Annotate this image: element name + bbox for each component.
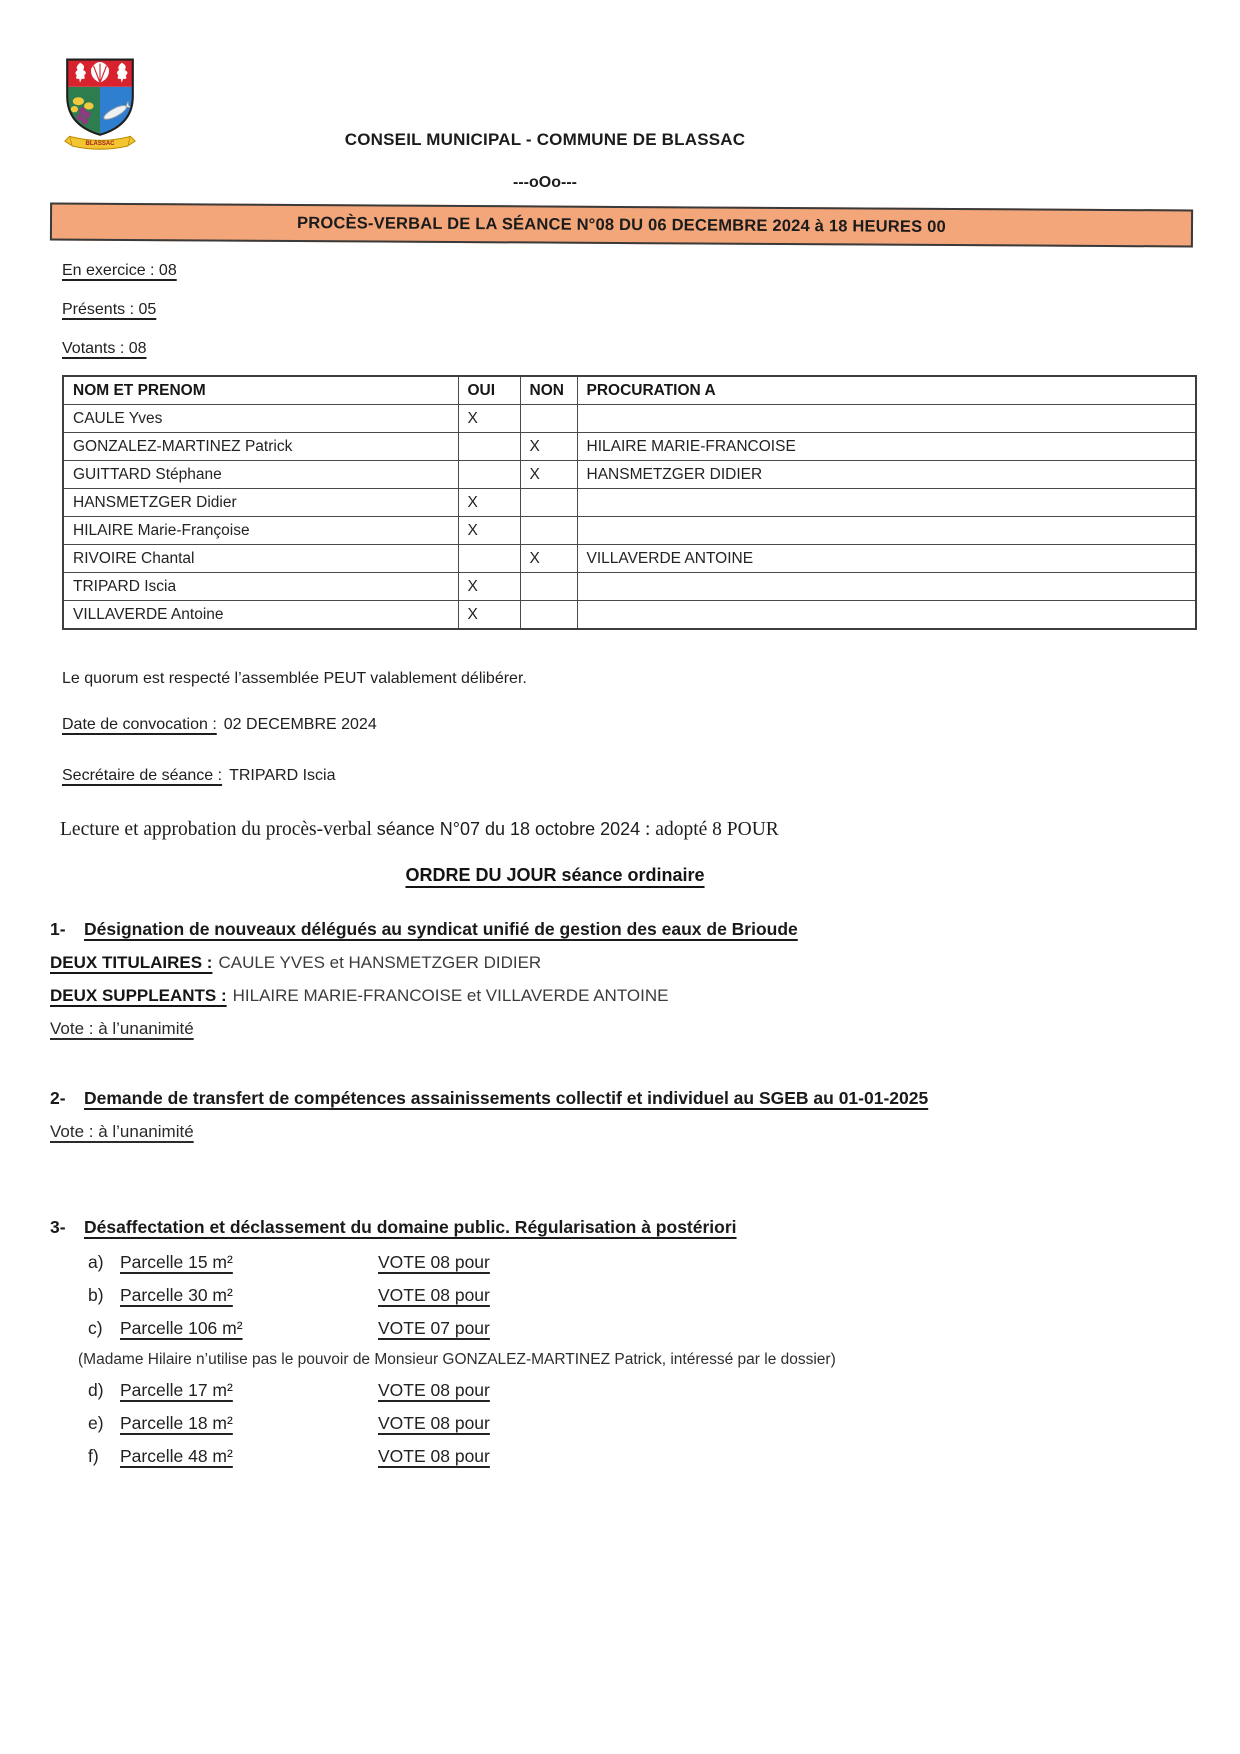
convocation-label: Date de convocation : (62, 716, 217, 733)
member-name: HILAIRE Marie-Françoise (63, 517, 458, 545)
item-number: 1- (50, 919, 66, 939)
vote-non (520, 489, 577, 517)
parcel-vote: VOTE 07 pour (378, 1318, 490, 1338)
parcel-row (88, 1440, 1195, 1473)
item-title: Désaffectation et déclassement du domaine public. Régularisation à postériori (84, 1217, 737, 1237)
ooo-divider: ---oOo--- (513, 174, 577, 191)
suppleants-value: HILAIRE MARIE-FRANCOISE et VILLAVERDE ANTOINE (232, 986, 669, 1005)
approval-line: Lecture et approbation du procès-verbal séance N°07 du 18 octobre 2024 : adopté 8 POUR (60, 819, 779, 840)
table-row (63, 433, 1196, 461)
item-title: Demande de transfert de compétences assainissements collectif et individuel au SGEB au 01-01-2025 (84, 1088, 929, 1108)
vote-oui: X (458, 489, 520, 517)
item-title: Désignation de nouveaux délégués au syndicat unifié de gestion des eaux de Brioude (84, 919, 798, 939)
procuration: HILAIRE MARIE-FRANCOISE (577, 433, 1196, 461)
member-name: RIVOIRE Chantal (63, 545, 458, 573)
member-name: VILLAVERDE Antoine (63, 601, 458, 630)
vote-oui (458, 545, 520, 573)
agenda-heading-wrap (50, 865, 1060, 886)
parcel-label: Parcelle 15 m² (120, 1252, 233, 1272)
attendance-header-row (63, 376, 1196, 405)
secretary-line (62, 767, 1195, 785)
table-row (63, 461, 1196, 489)
column-header: NON (520, 376, 577, 405)
blassac-coat-of-arms-icon (60, 44, 140, 160)
attendance-table (62, 375, 1197, 630)
coat-ribbon-text: BLASSAC (85, 141, 115, 148)
agenda-item-1-heading (50, 912, 1195, 946)
quorum-text: Le quorum est respecté l’assemblée PEUT valablement délibérer. (62, 670, 527, 687)
item-2-vote: Vote : à l’unanimité (50, 1122, 194, 1141)
parcel-label: Parcelle 106 m² (120, 1318, 243, 1338)
item-number: 3- (50, 1217, 66, 1237)
column-header: PROCURATION A (577, 376, 1196, 405)
secretary-label: Secrétaire de séance : (62, 767, 223, 784)
parcel-note: (Madame Hilaire n’utilise pas le pouvoir de Monsieur GONZALEZ-MARTINEZ Patrick, intéressé par le dossier) (78, 1351, 836, 1368)
parcel-vote: VOTE 08 pour (378, 1285, 490, 1305)
parcel-label: Parcelle 30 m² (120, 1285, 233, 1305)
member-name: TRIPARD Iscia (63, 573, 458, 601)
parcel-label: Parcelle 18 m² (120, 1413, 233, 1433)
member-name: GUITTARD Stéphane (63, 461, 458, 489)
agenda-heading: ORDRE DU JOUR séance ordinaire (405, 865, 705, 885)
header (50, 130, 1040, 192)
session-stats (62, 262, 1195, 358)
column-header: OUI (458, 376, 520, 405)
table-row (63, 601, 1196, 630)
vote-oui: X (458, 405, 520, 433)
parcel-row (88, 1279, 1195, 1312)
vote-oui: X (458, 601, 520, 630)
parcel-letter: b) (88, 1285, 104, 1305)
table-row (63, 545, 1196, 573)
vote-non (520, 573, 577, 601)
item-number: 2- (50, 1088, 66, 1108)
parcel-row (88, 1312, 1195, 1345)
parcel-list (50, 1246, 1195, 1473)
convocation-value: 02 DECEMBRE 2024 (223, 716, 377, 733)
parcel-letter: f) (88, 1446, 99, 1466)
vote-non: X (520, 545, 577, 573)
procuration: HANSMETZGER DIDIER (577, 461, 1196, 489)
vote-oui (458, 433, 520, 461)
table-row (63, 517, 1196, 545)
parcel-row (88, 1374, 1195, 1407)
parcel-row (88, 1407, 1195, 1440)
parcel-vote: VOTE 08 pour (378, 1413, 490, 1433)
commune-coat-of-arms (60, 44, 140, 165)
vote-oui: X (458, 573, 520, 601)
agenda-item-2-heading (50, 1081, 1025, 1115)
vote-oui (458, 461, 520, 489)
parcel-label: Parcelle 17 m² (120, 1380, 233, 1400)
agenda-item-1 (50, 912, 1195, 1045)
parcel-vote: VOTE 08 pour (378, 1252, 490, 1272)
vote-non (520, 601, 577, 630)
vote-non (520, 405, 577, 433)
member-name: GONZALEZ-MARTINEZ Patrick (63, 433, 458, 461)
suppleants-label: DEUX SUPPLEANTS : (50, 986, 227, 1005)
member-name: CAULE Yves (63, 405, 458, 433)
parcel-letter: a) (88, 1252, 104, 1272)
vote-non: X (520, 461, 577, 489)
secretary-value: TRIPARD Iscia (229, 767, 336, 784)
titulaires-line (50, 946, 1195, 979)
procuration (577, 489, 1196, 517)
agenda-item-2 (50, 1081, 1195, 1148)
procuration: VILLAVERDE ANTOINE (577, 545, 1196, 573)
parcel-letter: d) (88, 1380, 104, 1400)
vote-oui: X (458, 517, 520, 545)
stat-en-exercice: En exercice : 08 (62, 262, 177, 279)
column-header: NOM ET PRENOM (63, 376, 458, 405)
agenda-item-3-heading (50, 1210, 1195, 1244)
attendance-table-body (63, 405, 1196, 630)
page-title: CONSEIL MUNICIPAL - COMMUNE DE BLASSAC (344, 130, 746, 149)
titulaires-label: DEUX TITULAIRES : (50, 953, 213, 972)
member-name: HANSMETZGER Didier (63, 489, 458, 517)
session-banner-text: PROCÈS-VERBAL DE LA SÉANCE N°08 DU 06 DECEMBRE 2024 à 18 HEURES 00 (297, 214, 946, 236)
suppleants-line (50, 979, 1195, 1012)
session-banner (50, 203, 1193, 248)
item-1-vote: Vote : à l’unanimité (50, 1019, 194, 1038)
table-row (63, 573, 1196, 601)
table-row (63, 405, 1196, 433)
procuration (577, 405, 1196, 433)
titulaires-value: CAULE YVES et HANSMETZGER DIDIER (218, 953, 542, 972)
stat-presents: Présents : 05 (62, 301, 157, 318)
procuration (577, 517, 1196, 545)
convocation-line (62, 716, 1195, 734)
procuration (577, 601, 1196, 630)
parcel-row (88, 1246, 1195, 1279)
parcel-letter: e) (88, 1413, 104, 1433)
parcel-vote: VOTE 08 pour (378, 1446, 490, 1466)
procuration (577, 573, 1196, 601)
vote-non: X (520, 433, 577, 461)
parcel-label: Parcelle 48 m² (120, 1446, 233, 1466)
parcel-vote: VOTE 08 pour (378, 1380, 490, 1400)
agenda-item-3 (50, 1210, 1195, 1473)
stat-votants: Votants : 08 (62, 340, 147, 357)
parcel-letter: c) (88, 1318, 103, 1338)
table-row (63, 489, 1196, 517)
vote-non (520, 517, 577, 545)
